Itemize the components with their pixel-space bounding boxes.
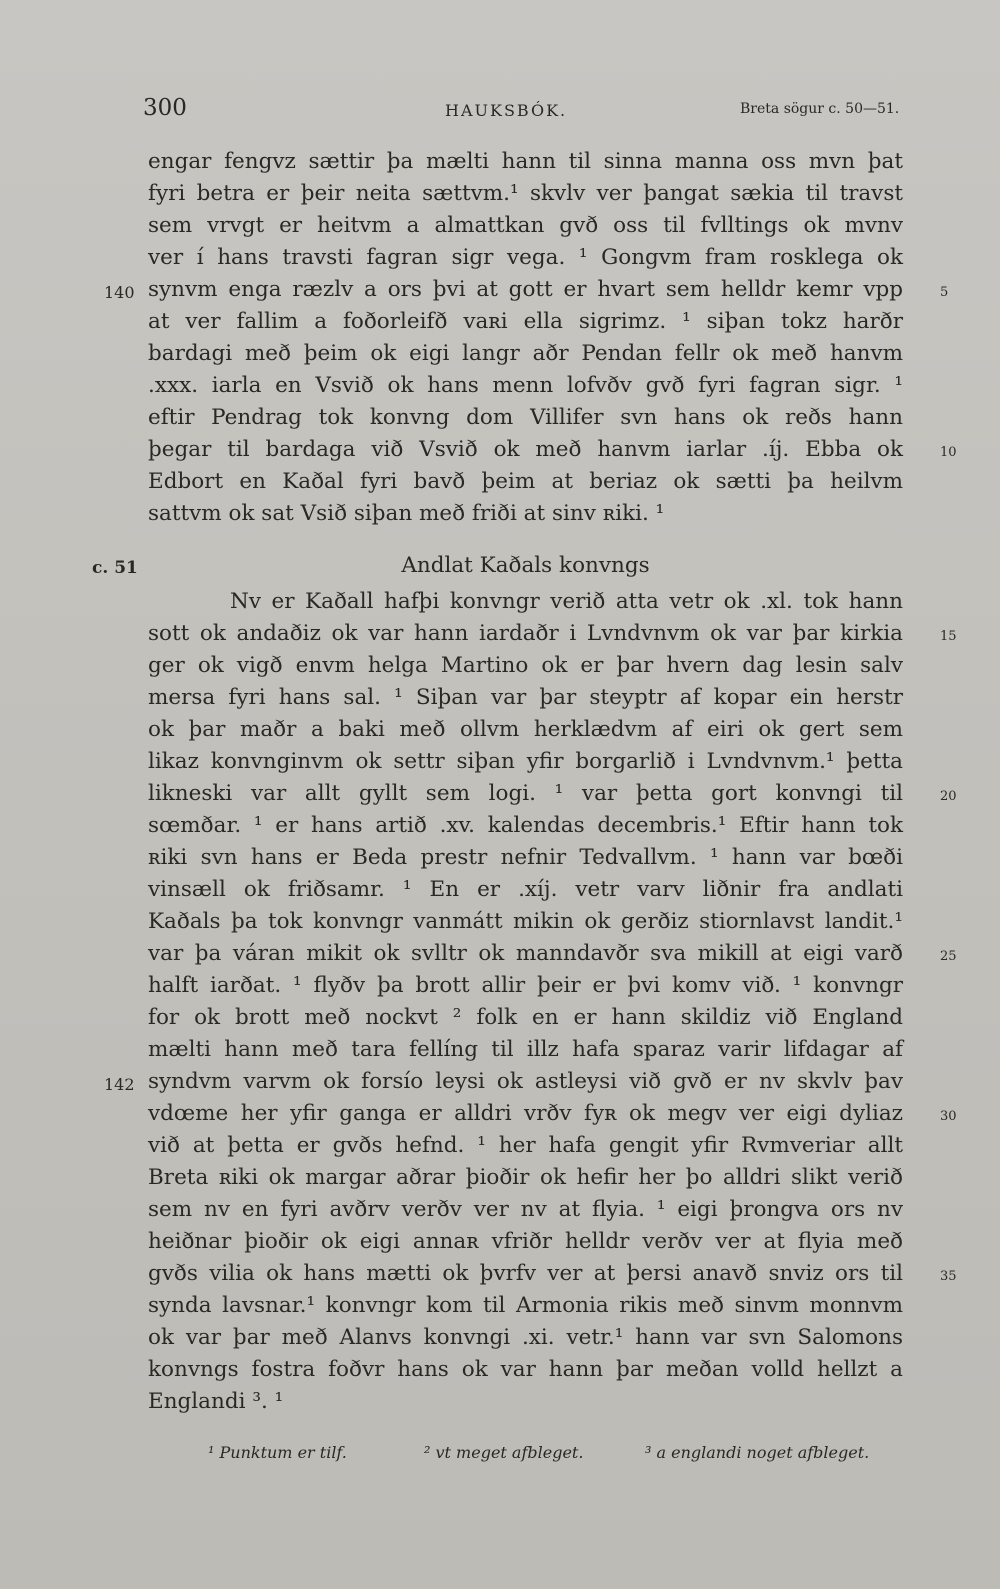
text-line: ʀiki svn hans er Beda prestr nefnir Tedvallvm. ¹ hann var bœði: [148, 845, 903, 870]
text-line: syndvm varvm ok forsío leysi ok astleysi við gvð er nv skvlv þav: [148, 1069, 903, 1094]
line-number: 20: [940, 789, 957, 804]
text-line: Edbort en Kaðal fyri bavð þeim at beriaz ok sætti þa heilvm: [148, 469, 903, 494]
line-number: 25: [940, 949, 957, 964]
text-line: Englandi ³. ¹: [148, 1389, 284, 1414]
text-line: Nv er Kaðall hafþi konvngr verið atta vetr ok .xl. tok hann: [230, 589, 903, 614]
text-line: sem vrvgt er heitvm a almattkan gvð oss til fvlltings ok mvnv: [148, 213, 903, 238]
line-number: 10: [940, 445, 957, 460]
text-line: ger ok vigð envm helga Martino ok er þar hvern dag lesin salv: [148, 653, 903, 678]
text-line: synda lavsnar.¹ konvngr kom til Armonia rikis með sinvm monnvm: [148, 1293, 903, 1318]
text-line: engar fengvz sættir þa mælti hann til sinna manna oss mvn þat: [148, 149, 903, 174]
text-line: sœmðar. ¹ er hans artið .xv. kalendas decembris.¹ Eftir hann tok: [148, 813, 903, 838]
footnote: ² vt meget afbleget.: [424, 1443, 584, 1462]
text-line: for ok brott með nockvt ² folk en er hann skildiz við England: [148, 1005, 903, 1030]
text-line: heiðnar þioðir ok eigi annaʀ vfriðr helldr verðv ver at flyia með: [148, 1229, 903, 1254]
text-line: sem nv en fyri avðrv verðv ver nv at flyia. ¹ eigi þrongva ors nv: [148, 1197, 903, 1222]
text-line: mælti hann með tara fellíng til illz hafa sparaz varir lifdagar af: [148, 1037, 903, 1062]
footnote: ¹ Punktum er tilf.: [208, 1443, 347, 1462]
text-line: ok þar maðr a baki með ollvm herklædvm af eiri ok gert sem: [148, 717, 903, 742]
text-line: likaz konvnginvm ok settr siþan yfir borgarlið i Lvndvnvm.¹ þetta: [148, 749, 903, 774]
line-number: 35: [940, 1269, 957, 1284]
text-line: fyri betra er þeir neita sættvm.¹ skvlv ver þangat sækia til travst: [148, 181, 903, 206]
chapter-number: c. 51: [92, 558, 138, 578]
section-reference: Breta sögur c. 50—51.: [740, 101, 900, 117]
text-line: Kaðals þa tok konvngr vanmátt mikin ok gerðiz stiornlavst landit.¹: [148, 909, 903, 934]
text-line: vdœme her yfir ganga er alldri vrðv fyʀ ok megv ver eigi dyliaz: [148, 1101, 903, 1126]
text-line: at ver fallim a foðorleifð vaʀi ella sigrimz. ¹ siþan tokz harðr: [148, 309, 903, 334]
line-number: 5: [940, 285, 949, 300]
chapter-heading: Andlat Kaðals konvngs: [401, 553, 650, 578]
margin-number-left: 142: [104, 1075, 135, 1094]
text-line: ver í hans travsti fagran sigr vega. ¹ Gongvm fram rosklega ok: [148, 245, 903, 270]
text-line: sattvm ok sat Vsið siþan með friði at sinv ʀiki. ¹: [148, 501, 665, 526]
text-line: bardagi með þeim ok eigi langr aðr Pendan fellr ok með hanvm: [148, 341, 903, 366]
text-line: sott ok andaðiz ok var hann iardaðr i Lvndvnvm ok var þar kirkia: [148, 621, 903, 646]
running-title: HAUKSBÓK.: [445, 101, 568, 120]
line-number: 15: [940, 629, 957, 644]
text-line: synvm enga ræzlv a ors þvi at gott er hvart sem helldr kemr vpp: [148, 277, 903, 302]
text-line: gvðs vilia ok hans mætti ok þvrfv ver at þersi anavð snviz ors til: [148, 1261, 903, 1286]
footnote: ³ a englandi noget afbleget.: [645, 1443, 870, 1462]
text-line: við at þetta er gvðs hefnd. ¹ her hafa gengit yfir Rvmveriar allt: [148, 1133, 903, 1158]
text-line: konvngs fostra foðvr hans ok var hann þar meðan volld hellzt a: [148, 1357, 903, 1382]
text-line: halft iarðat. ¹ flyðv þa brott allir þeir er þvi komv við. ¹ konvngr: [148, 973, 903, 998]
text-line: .xxx. iarla en Vsvið ok hans menn lofvðv gvð fyri fagran sigr. ¹: [148, 373, 903, 398]
text-line: þegar til bardaga við Vsvið ok með hanvm iarlar .íj. Ebba ok: [148, 437, 903, 462]
line-number: 30: [940, 1109, 957, 1124]
page-number: 300: [143, 95, 187, 121]
text-line: var þa váran mikit ok svlltr ok manndavðr sva mikill at eigi varð: [148, 941, 903, 966]
text-line: mersa fyri hans sal. ¹ Siþan var þar steyptr af kopar ein herstr: [148, 685, 903, 710]
text-line: eftir Pendrag tok konvng dom Villifer svn hans ok reðs hann: [148, 405, 903, 430]
margin-number-left: 140: [104, 283, 135, 302]
text-line: ok var þar með Alanvs konvngi .xi. vetr.¹ hann var svn Salomons: [148, 1325, 903, 1350]
text-line: vinsæll ok friðsamr. ¹ En er .xíj. vetr varv liðnir fra andlati: [148, 877, 903, 902]
text-line: likneski var allt gyllt sem logi. ¹ var þetta gort konvngi til: [148, 781, 903, 806]
text-line: Breta ʀiki ok margar aðrar þioðir ok hefir her þo alldri slikt verið: [148, 1165, 903, 1190]
